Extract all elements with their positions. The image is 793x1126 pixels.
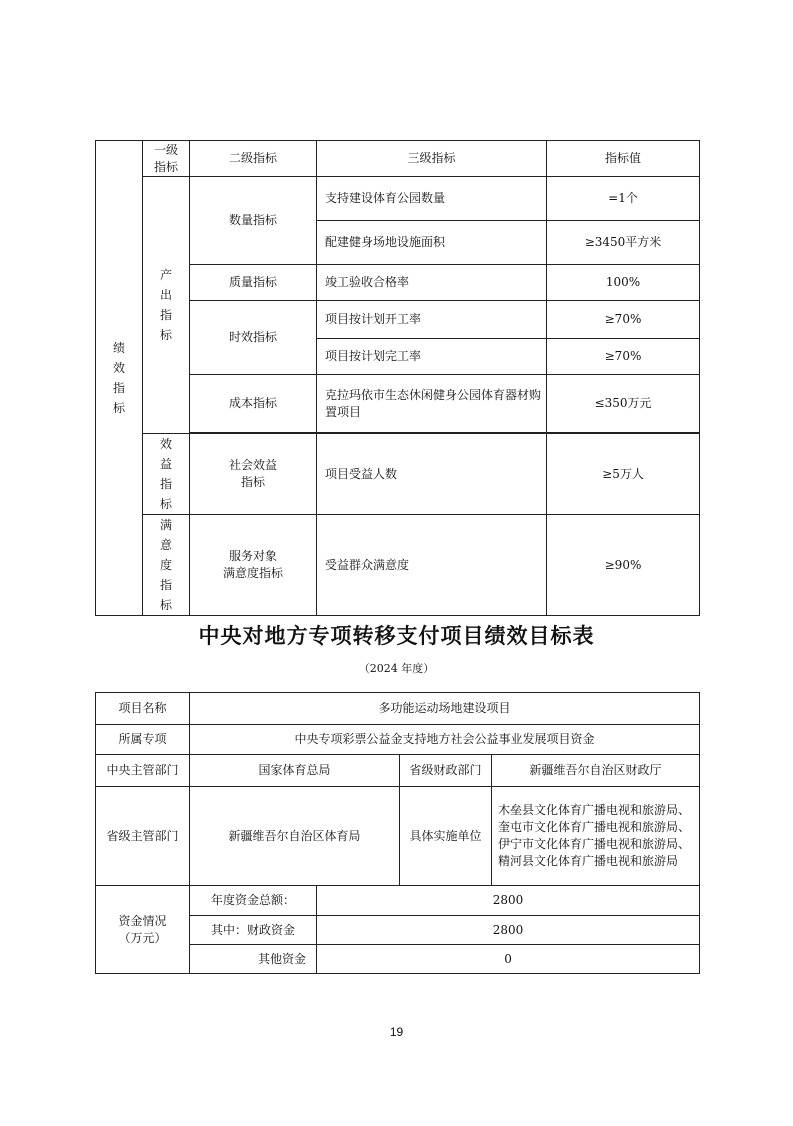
service-value: ≥90%: [547, 515, 700, 616]
project-name-label: 项目名称: [96, 693, 190, 725]
total-label: 年度资金总额：: [190, 886, 317, 916]
cost-value: ≤350万元: [547, 375, 700, 433]
other-label: 其他资金: [190, 945, 317, 974]
quantity-r2-name: 配建健身场地设施面积: [317, 221, 547, 265]
project-name-value: 多功能运动场地建设项目: [190, 693, 700, 725]
timeliness-label: 时效指标: [190, 301, 317, 375]
central-dept-label: 中央主管部门: [96, 755, 190, 787]
satisfaction-group-cell: [143, 515, 190, 616]
prov-fin-value: 新疆维吾尔自治区财政厅: [492, 755, 700, 787]
table-row: [96, 177, 700, 221]
benefit-group-label: 效益指标: [159, 437, 172, 511]
funds-label: 资金情况 （万元）: [96, 886, 190, 974]
header-value: 指标值: [547, 141, 700, 177]
timeliness-r1-name: 项目按计划开工率: [317, 301, 547, 339]
benefit-group-cell: [143, 434, 190, 515]
quantity-r2-value: ≥3450平方米: [547, 221, 700, 265]
quantity-label: 数量指标: [190, 177, 317, 265]
header-level2: 二级指标: [190, 141, 317, 177]
prov-dept-label: 省级主管部门: [96, 787, 190, 886]
cost-name: 克拉玛依市生态休闲健身公园体育器材购置项目: [317, 375, 547, 433]
output-group-label: 产出指标: [159, 268, 172, 342]
fiscal-value: 2800: [317, 916, 700, 945]
performance-indicator-table: [95, 140, 700, 616]
satisfaction-group-label: 满意度指标: [159, 518, 172, 612]
prov-dept-value: 新疆维吾尔自治区体育局: [190, 787, 400, 886]
fiscal-label: 其中：财政资金: [190, 916, 317, 945]
social-name: 项目受益人数: [317, 434, 547, 515]
perf-header-row: [96, 141, 700, 177]
quality-name: 竣工验收合格率: [317, 265, 547, 301]
other-value: 0: [317, 945, 700, 974]
quantity-r1-value: =1个: [547, 177, 700, 221]
social-label: 社会效益 指标: [190, 434, 317, 515]
page-title: 中央对地方专项转移支付项目绩效目标表: [198, 623, 595, 648]
special-value: 中央专项彩票公益金支持地方社会公益事业发展项目资金: [190, 725, 700, 755]
prov-fin-label: 省级财政部门: [400, 755, 492, 787]
header-level1: 一级 指标: [143, 141, 190, 177]
cost-label: 成本指标: [190, 375, 317, 433]
central-dept-value: 国家体育总局: [190, 755, 400, 787]
table-row: [96, 886, 700, 916]
table-row: [96, 515, 700, 616]
table-row: [96, 787, 700, 886]
service-name: 受益群众满意度: [317, 515, 547, 616]
social-value: ≥5万人: [547, 434, 700, 515]
timeliness-r2-name: 项目按计划完工率: [317, 339, 547, 375]
output-group-cell: [143, 177, 190, 434]
service-label: 服务对象 满意度指标: [190, 515, 317, 616]
table-row: [96, 434, 700, 515]
timeliness-r2-value: ≥70%: [547, 339, 700, 375]
special-label: 所属专项: [96, 725, 190, 755]
timeliness-r1-value: ≥70%: [547, 301, 700, 339]
perf-top-label-cell: [96, 141, 143, 616]
page-number: 19: [389, 1025, 404, 1039]
table-row: [96, 693, 700, 725]
header-level3: 三级指标: [317, 141, 547, 177]
perf-top-label: 绩效指标: [112, 341, 125, 415]
year-subtitle: （2024 年度）: [358, 662, 435, 675]
impl-label: 具体实施单位: [400, 787, 492, 886]
impl-value: 木垒县文化体育广播电视和旅游局、奎屯市文化体育广播电视和旅游局、伊宁市文化体育广播电视和旅游局、精河县文化体育广播电视和旅游局: [492, 787, 700, 886]
table-row: [96, 755, 700, 787]
project-info-table: [95, 692, 700, 974]
quality-label: 质量指标: [190, 265, 317, 301]
quantity-r1-name: 支持建设体育公园数量: [317, 177, 547, 221]
total-value: 2800: [317, 886, 700, 916]
table-row: [96, 725, 700, 755]
quality-value: 100%: [547, 265, 700, 301]
